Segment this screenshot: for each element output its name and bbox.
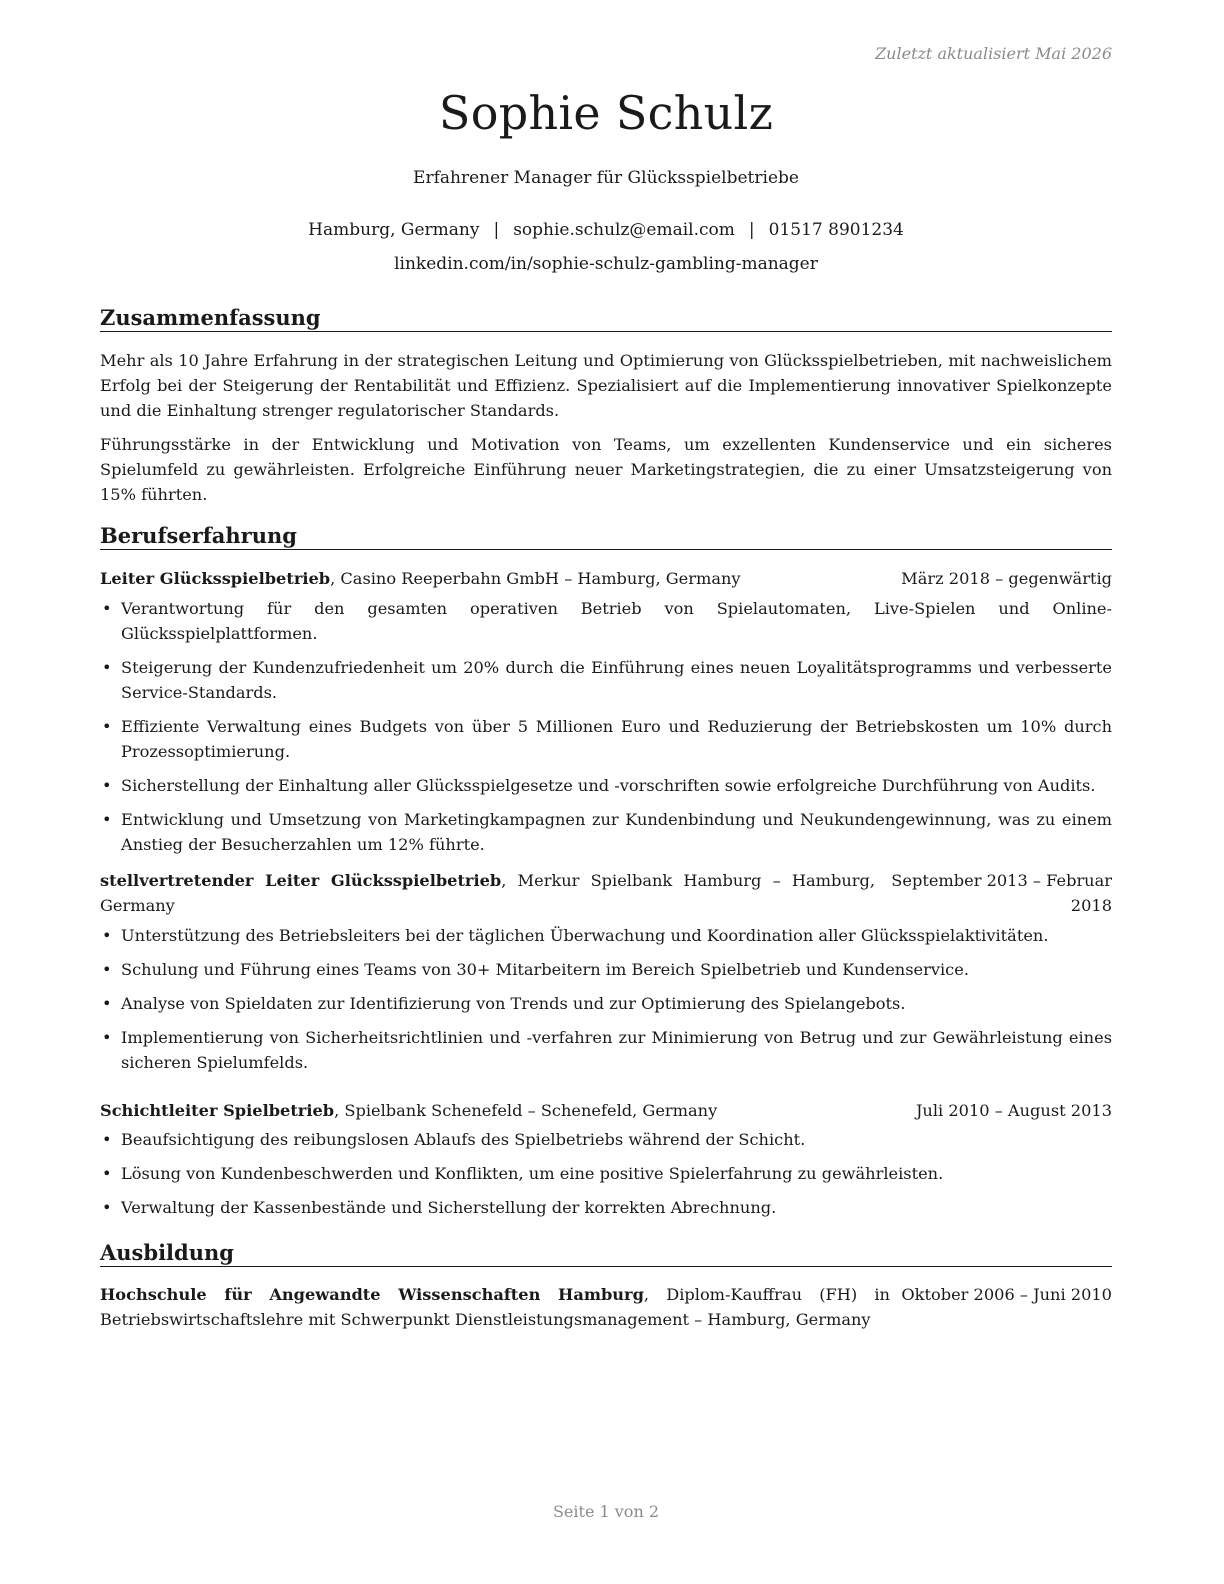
- linkedin-link[interactable]: linkedin.com/in/sophie-schulz-gambling-manager: [394, 254, 818, 274]
- bullet-icon: •: [102, 810, 112, 829]
- list-item: • Verantwortung für den gesamten operativen Betrieb von Spielautomaten, Live-Spielen und Online-Glücksspielplattformen.: [100, 596, 1112, 646]
- bullet-icon: •: [102, 960, 112, 979]
- job-header: [100, 566, 1112, 591]
- job-bullets: [100, 923, 1112, 1084]
- job-role: Schichtleiter Spielbetrieb: [100, 1101, 335, 1120]
- education-school: Hochschule für Angewandte Wissenschaften Hamburg: [100, 1285, 644, 1304]
- job-employer: , Merkur Spielbank Hamburg – Hamburg, Germany: [100, 871, 876, 915]
- person-name: Sophie Schulz: [438, 86, 774, 140]
- list-item: • Implementierung von Sicherheitsrichtlinien und -verfahren zur Minimierung von Betrug und zur Gewährleistung eines sicheren Spielumfelds.: [100, 1025, 1112, 1075]
- job-employer: , Spielbank Schenefeld – Schenefeld, Germany: [334, 1101, 718, 1120]
- section-title-education: Ausbildung: [100, 1240, 1112, 1267]
- job-header: [100, 868, 1112, 918]
- summary-paragraph: Mehr als 10 Jahre Erfahrung in der strategischen Leitung und Optimierung von Glücksspielbetrieben, mit nachweislichem Erfolg bei der Steigerung der Rentabilität und Effizienz. Spezialisiert auf die Implementierung innovativer Spielkonzepte und die Einhaltung strenger regulatorischer Standards.: [100, 351, 1112, 420]
- bullet-icon: •: [102, 717, 112, 736]
- bullet-icon: •: [102, 1028, 112, 1047]
- education-dates: Oktober 2006 – Juni 2010: [901, 1285, 1112, 1304]
- education-entry: [100, 1282, 1112, 1332]
- job-role: Leiter Glücksspielbetrieb: [100, 569, 331, 588]
- bullet-icon: •: [102, 776, 112, 795]
- contact-line: [100, 220, 1112, 240]
- section-title-summary: Zusammenfassung: [100, 305, 1112, 332]
- list-item: • Beaufsichtigung des reibungslosen Ablaufs des Spielbetriebs während der Schicht.: [100, 1127, 1112, 1152]
- summary-paragraph: Führungsstärke in der Entwicklung und Motivation von Teams, um exzellenten Kundenservice und ein sicheres Spielumfeld zu gewährleisten. Erfolgreiche Einführung neuer Marketingstrategien, die zu einer Umsatzsteigerung von 15% führten.: [100, 435, 1112, 504]
- job-title-line: [100, 566, 741, 591]
- job-bullets: [100, 1127, 1112, 1229]
- education-degree: , Diplom-Kauffrau (FH) in Betriebswirtschaftslehre mit Schwerpunkt Dienstleistungsmanagement – Hamburg, Germany: [100, 1285, 890, 1329]
- education-title-line: [100, 1282, 890, 1332]
- job-bullets: [100, 596, 1112, 866]
- contact-location: Hamburg, Germany: [308, 220, 480, 240]
- contact-email[interactable]: sophie.schulz@email.com: [513, 220, 735, 240]
- contact-phone[interactable]: 01517 8901234: [768, 220, 904, 240]
- resume-page: [100, 0, 1112, 1584]
- bullet-icon: •: [102, 1198, 112, 1217]
- job-subtitle: Erfahrener Manager für Glücksspielbetriebe: [413, 168, 799, 188]
- list-item: • Verwaltung der Kassenbestände und Sicherstellung der korrekten Abrechnung.: [100, 1195, 1112, 1220]
- job-dates: März 2018 – gegenwärtig: [901, 569, 1112, 588]
- job-header: [100, 1098, 1112, 1123]
- bullet-icon: •: [102, 658, 112, 677]
- bullet-icon: •: [102, 599, 112, 618]
- job-role: stellvertretender Leiter Glücksspielbetrieb: [100, 871, 502, 890]
- list-item: • Analyse von Spieldaten zur Identifizierung von Trends und zur Optimierung des Spielangebots.: [100, 991, 1112, 1016]
- list-item: • Entwicklung und Umsetzung von Marketingkampagnen zur Kundenbindung und Neukundengewinnung, was zu einem Anstieg der Besucherzahlen um 12% führte.: [100, 807, 1112, 857]
- bullet-icon: •: [102, 926, 112, 945]
- bullet-icon: •: [102, 1164, 112, 1183]
- job-dates: September 2013 – Februar 2018: [891, 871, 1112, 915]
- contact-separator: |: [748, 220, 755, 240]
- job-dates: Juli 2010 – August 2013: [915, 1101, 1112, 1120]
- list-item: • Lösung von Kundenbeschwerden und Konflikten, um eine positive Spielerfahrung zu gewährleisten.: [100, 1161, 1112, 1186]
- bullet-icon: •: [102, 994, 112, 1013]
- job-title-line: [100, 868, 875, 918]
- list-item: • Sicherstellung der Einhaltung aller Glücksspielgesetze und -vorschriften sowie erfolgreiche Durchführung von Audits.: [100, 773, 1112, 798]
- last-updated-note: Zuletzt aktualisiert Mai 2026: [875, 44, 1112, 63]
- bullet-icon: •: [102, 1130, 112, 1149]
- list-item: • Effiziente Verwaltung eines Budgets von über 5 Millionen Euro und Reduzierung der Betriebskosten um 10% durch Prozessoptimierung.: [100, 714, 1112, 764]
- list-item: • Steigerung der Kundenzufriedenheit um 20% durch die Einführung eines neuen Loyalitätsprogramms und verbesserte Service-Standards.: [100, 655, 1112, 705]
- list-item: • Unterstützung des Betriebsleiters bei der täglichen Überwachung und Koordination aller Glücksspielaktivitäten.: [100, 923, 1112, 948]
- page-number: Seite 1 von 2: [552, 1502, 660, 1521]
- list-item: • Schulung und Führung eines Teams von 30+ Mitarbeitern im Bereich Spielbetrieb und Kundenservice.: [100, 957, 1112, 982]
- job-employer: , Casino Reeperbahn GmbH – Hamburg, Germany: [330, 569, 741, 588]
- section-title-experience: Berufserfahrung: [100, 523, 1112, 550]
- job-title-line: [100, 1098, 717, 1123]
- contact-separator: |: [493, 220, 500, 240]
